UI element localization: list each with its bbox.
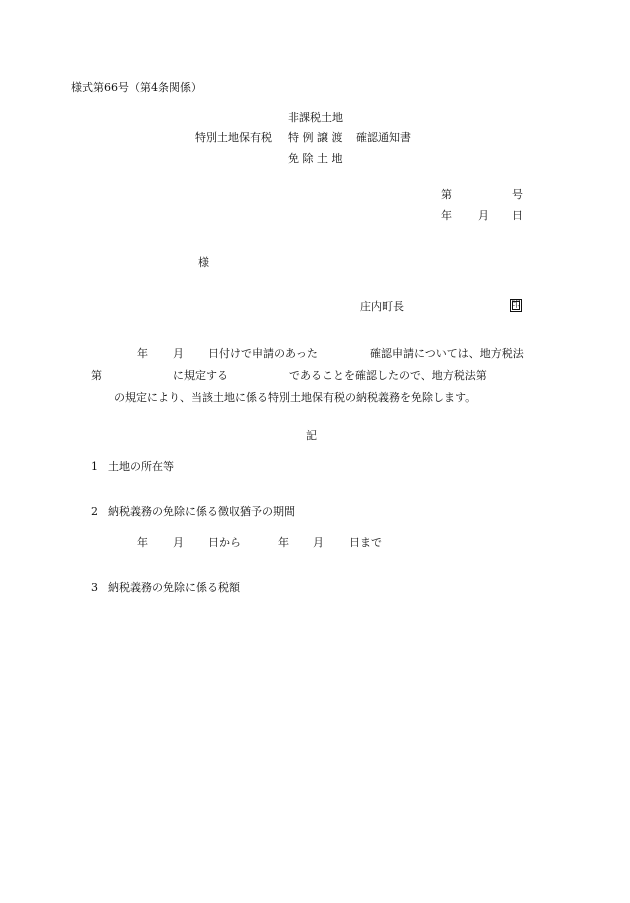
body-provision-text: に規定する (173, 369, 228, 382)
ki-heading: 記 (306, 429, 317, 442)
title-option-exempt-land: 免 除 土 地 (288, 152, 343, 165)
body-line3: の規定により、当該土地に係る特別土地保有税の納税義務を免除します。 (114, 391, 477, 404)
item1-number: 1 (91, 460, 98, 473)
period-to-month: 月 (313, 536, 324, 549)
item2-label: 納税義務の免除に係る徴収猶予の期間 (108, 505, 295, 518)
title-option-special-transfer: 特 例 譲 渡 (288, 131, 343, 144)
date-month: 月 (478, 209, 489, 222)
addressee-sama: 様 (198, 256, 209, 269)
period-from-year: 年 (137, 536, 148, 549)
date-day: 日 (512, 209, 523, 222)
title-prefix: 特別土地保有税 (195, 131, 272, 144)
item1-label: 土地の所在等 (108, 460, 174, 473)
body-request-text: 確認申請については、地方税法 (370, 347, 524, 360)
period-from-day: 日から (208, 536, 241, 549)
issuer-name: 庄内町長 (360, 300, 404, 313)
date-year: 年 (441, 209, 452, 222)
item2-number: 2 (91, 505, 98, 518)
period-from-month: 月 (173, 536, 184, 549)
body-confirm-text: であることを確認したので、地方税法第 (289, 369, 487, 382)
form-number: 様式第66号（第4条関係） (71, 81, 202, 94)
seal-stamp: 印 (511, 300, 521, 310)
title-option-non-taxable-land: 非課税土地 (288, 111, 343, 124)
body-month: 月 (173, 347, 184, 360)
body-year: 年 (137, 347, 148, 360)
period-to-day: 日まで (349, 536, 382, 549)
period-to-year: 年 (278, 536, 289, 549)
item3-label: 納税義務の免除に係る税額 (108, 581, 240, 594)
item3-number: 3 (91, 581, 98, 594)
title-suffix: 確認通知書 (356, 131, 411, 144)
body-day-text: 日付けで申請のあった (208, 347, 318, 360)
doc-number-go: 号 (512, 188, 523, 201)
body-dai: 第 (91, 369, 102, 382)
doc-number-dai: 第 (441, 188, 452, 201)
